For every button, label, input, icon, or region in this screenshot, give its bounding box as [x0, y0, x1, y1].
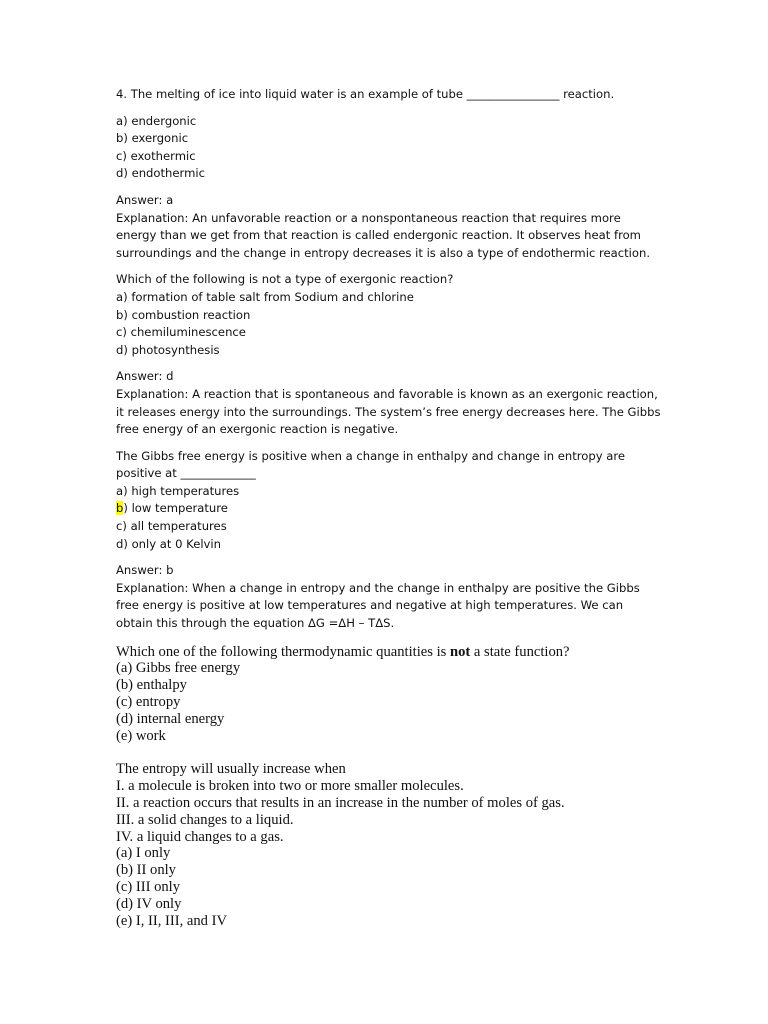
explanation-line: it releases energy into the surroundings. The system’s free energy decreases here. The Gibbs — [116, 404, 661, 419]
question-text-part: Which one of the following thermodynamic quantities is — [116, 643, 450, 660]
question-8 — [116, 761, 676, 929]
option: (a) Gibbs free energy — [116, 660, 241, 677]
option: (d) internal energy — [116, 710, 225, 727]
question-text: positive at _____________ — [116, 466, 256, 481]
question-6 — [116, 448, 676, 633]
answer: Answer: d — [116, 369, 174, 384]
question-text: The Gibbs free energy is positive when a change in enthalpy and change in entropy are — [116, 448, 626, 463]
question-5 — [116, 271, 676, 438]
option: (c) entropy — [116, 694, 181, 711]
option: d) endothermic — [116, 166, 205, 181]
question-text: 4. The melting of ice into liquid water is an example of tube ________________ reaction. — [116, 87, 615, 101]
statement: I. a molecule is broken into two or more smaller molecules. — [116, 778, 464, 795]
statement: III. a solid changes to a liquid. — [116, 811, 294, 828]
option: d) photosynthesis — [116, 342, 220, 357]
answer: Answer: a — [116, 192, 174, 207]
statement: II. a reaction occurs that results in an increase in the number of moles of gas. — [116, 795, 565, 811]
question-text — [116, 644, 676, 661]
option: (d) IV only — [116, 895, 182, 912]
explanation-line: obtain this through the equation ΔG =ΔH – TΔS. — [116, 616, 395, 631]
option: c) exothermic — [116, 148, 196, 163]
explanation-line: Explanation: When a change in entropy and the change in enthalpy are positive the Gibbs — [116, 580, 640, 595]
statement: IV. a liquid changes to a gas. — [116, 828, 284, 845]
option: (e) I, II, III, and IV — [116, 912, 228, 929]
option: a) high temperatures — [116, 483, 240, 498]
option: (b) enthalpy — [116, 677, 187, 694]
option: (e) work — [116, 727, 166, 744]
option: d) only at 0 Kelvin — [116, 536, 221, 551]
answer: Answer: b — [116, 563, 174, 578]
option: (c) III only — [116, 878, 181, 895]
question-bold-word: not — [449, 643, 471, 660]
explanation-line: Explanation: An unfavorable reaction or a nonspontaneous reaction that requires more — [116, 210, 621, 225]
question-4 — [116, 86, 676, 262]
document-page — [116, 86, 676, 929]
explanation-line: free energy is positive at low temperatures and negative at high temperatures. We can — [116, 598, 624, 613]
explanation-line: surroundings and the change in entropy decreases it is also a type of endothermic reaction. — [116, 245, 651, 260]
option-text: ) low temperature — [123, 501, 228, 516]
option: (a) I only — [116, 845, 171, 862]
explanation-line: Explanation: A reaction that is spontaneous and favorable is known as an exergonic reaction, — [116, 386, 658, 401]
question-text: Which of the following is not a type of exergonic reaction? — [116, 272, 454, 287]
explanation-line: energy than we get from that reaction is called endergonic reaction. It observes heat from — [116, 228, 641, 243]
question-text: The entropy will usually increase when — [116, 761, 346, 778]
option: b) exergonic — [116, 131, 189, 146]
question-7 — [116, 644, 676, 745]
option: (b) II only — [116, 862, 176, 879]
option: b) combustion reaction — [116, 307, 251, 322]
option-highlighted — [116, 500, 676, 518]
option: a) endergonic — [116, 113, 197, 128]
question-text-part: a state function? — [470, 643, 570, 660]
highlight-mark: b — [116, 501, 124, 516]
option: a) formation of table salt from Sodium and chlorine — [116, 289, 414, 304]
explanation-line: free energy of an exergonic reaction is negative. — [116, 422, 399, 437]
option: c) chemiluminescence — [116, 325, 246, 340]
option: c) all temperatures — [116, 519, 227, 534]
